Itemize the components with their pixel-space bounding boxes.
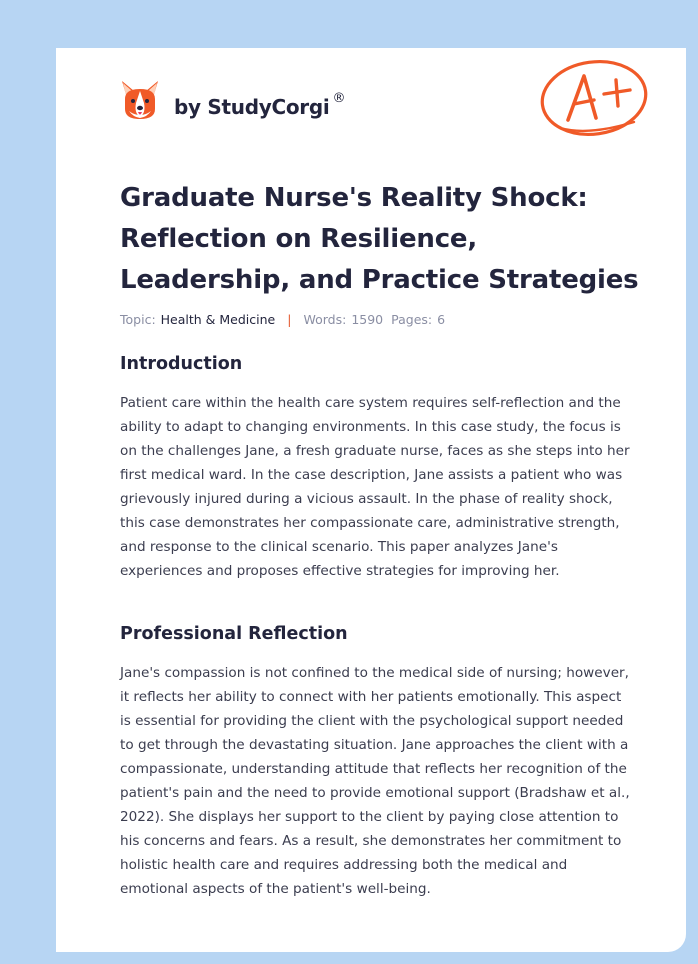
section-body-professional-reflection: Jane's compassion is not confined to the medical side of nursing; however, it reflects her ability to connect with her patients emotionally. This aspect is essential for providing the client with the psychological support needed to get through the devastating situation. Jane approaches the client with a compassionate, understanding attitude that reflects her recognition of the patient's pain and the need to provide emotional support (Bradshaw et al., 2022). She displays her support to the client by paying close attention to his concerns and fears. As a result, she demonstrates her commitment to holistic health care and requires addressing both the medical and emotional aspects of the patient's well-being.	[120, 665, 630, 897]
section-heading-professional-reflection: Professional Reflection	[120, 624, 348, 644]
section-heading-introduction: Introduction	[120, 354, 243, 374]
document-title: Graduate Nurse's Reality Shock: Reflection on Resilience, Leadership, and Practice Strategies	[120, 183, 639, 295]
a-plus-grade-icon	[538, 58, 650, 140]
corgi-logo-icon	[120, 77, 160, 123]
topic-value[interactable]: Health & Medicine	[160, 312, 276, 327]
pages-value: 6	[437, 312, 446, 327]
section-body-introduction: Patient care within the health care system requires self-reflection and the ability to adapt to changing environments. In this case study, the focus is on the challenges Jane, a fresh graduate nurse, faces as she steps into her first medical ward. In the case description, Jane assists a patient who was grievously injured during a vicious assault. In the phase of reality shock, this case demonstrates her compassionate care, administrative strength, and response to the clinical scenario. This paper analyzes Jane's experiences and proposes effective strategies for improving her.	[120, 395, 630, 579]
meta-separator: |	[287, 312, 292, 327]
document-meta	[120, 312, 445, 327]
registered-mark: ®	[332, 91, 346, 107]
document-page	[56, 48, 686, 952]
brand-text: by StudyCorgi	[174, 95, 330, 119]
pages-label: Pages:	[391, 312, 433, 327]
topic-label: Topic:	[120, 312, 156, 327]
header	[120, 76, 345, 124]
brand-name	[174, 91, 346, 119]
words-value: 1590	[351, 312, 384, 327]
words-label: Words:	[303, 312, 347, 327]
